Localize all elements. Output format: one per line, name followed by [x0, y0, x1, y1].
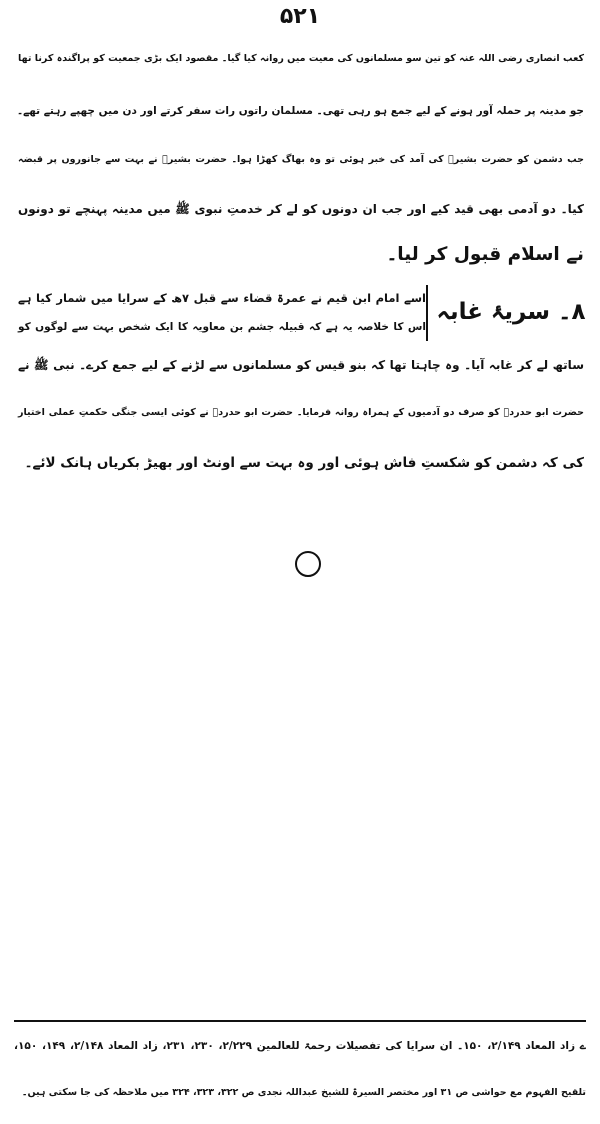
section-heading [436, 290, 586, 334]
paragraph-line: نے اسلام قبول کر لیا۔ [386, 244, 584, 265]
footnote-line: ے زاد المعاد ۲/۱۴۹، ۱۵۰۔ ان سرایا کی تفصیلات رحمۃ للعالمین ۲/۲۲۹، ۲۳۰، ۲۳۱، زاد المعاد ۲/۱۴۸، ۱۴۹، ۱۵۰، [14, 1040, 586, 1052]
paragraph-line: جو مدینہ پر حملہ آور ہونے کے لیے جمع ہو رہی تھی۔ مسلمان راتوں رات سفر کرتے اور دن میں چھپے رہتے تھے۔ [16, 105, 584, 117]
paragraph-line: ساتھ لے کر غابہ آیا۔ وہ چاہتا تھا کہ بنو قیس کو مسلمانوں سے لڑنے کے لیے جمع کرے۔ نبی ﷺ نے [18, 358, 584, 372]
paragraph-line: کیا۔ دو آدمی بھی قید کیے اور جب ان دونوں کو لے کر خدمتِ نبوی ﷺ میں مدینہ پہنچے تو دونوں [18, 202, 584, 216]
paragraph-line: جب دشمن کو حضرت بشیرؓ کی آمد کی خبر ہوئی تو وہ بھاگ کھڑا ہوا۔ حضرت بشیرؓ نے بہت سے جانوروں پر قبضہ [18, 154, 584, 165]
heading-divider [426, 285, 428, 341]
section-number: ۸۔ [558, 299, 586, 325]
section-intro-line: اس کا خلاصہ یہ ہے کہ قبیلہ جشم بن معاویہ کا ایک شخص بہت سے لوگوں کو [18, 321, 426, 333]
page-number: ۵۲۱ [279, 4, 321, 29]
footnote-line: تلقیح الفہوم مع حواشی ص ۳۱ اور مختصر السیرۃ للشیخ عبداللہ نجدی ص ۳۲۲، ۳۲۳، ۳۲۴ میں ملاحظہ کی جا سکتی ہیں۔ [21, 1087, 586, 1098]
footnote-separator [14, 1020, 586, 1022]
end-ornament-circle [295, 551, 321, 577]
paragraph-line: کی کہ دشمن کو شکستِ فاش ہوئی اور وہ بہت سے اونٹ اور بھیڑ بکریاں ہانک لائے۔ [24, 455, 584, 471]
paragraph-line: کعب انصاری رضی اللہ عنہ کو تین سو مسلمانوں کی معیت میں روانہ کیا گیا۔ مقصود ایک بڑی جمعیت کو پراگندہ کرنا تھا [18, 53, 584, 64]
section-title: سریۂ غابہ [436, 299, 550, 325]
paragraph-line: حضرت ابو حدردؓ کو صرف دو آدمیوں کے ہمراہ روانہ فرمایا۔ حضرت ابو حدردؓ نے کوئی ایسی جنگی حکمتِ عملی اختیار [18, 407, 584, 418]
section-intro-line: اسے امام ابن قیم نے عمرۃ قضاء سے قبل ۷ھ کے سرایا میں شمار کیا ہے [18, 291, 426, 305]
